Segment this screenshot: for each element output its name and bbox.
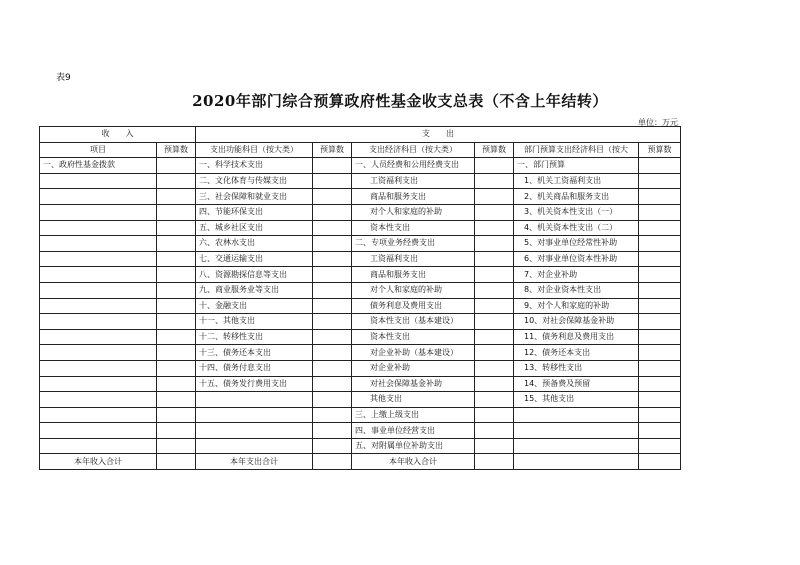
econ-item: 五、对附属单位补助支出	[352, 438, 475, 454]
econ-item: 对个人和家庭的补助	[352, 282, 475, 298]
econ-item: 其他支出	[352, 392, 475, 408]
totals-row	[40, 454, 681, 470]
dept-budget	[639, 376, 681, 392]
econ-item: 对企业补助	[352, 360, 475, 376]
dept-item: 14、预备费及预留	[514, 376, 639, 392]
econ-budget	[475, 345, 514, 361]
econ-budget	[475, 158, 514, 174]
income-total-value	[157, 454, 196, 470]
income-budget	[157, 298, 196, 314]
income-budget	[157, 392, 196, 408]
func-budget	[313, 438, 352, 454]
table-row	[40, 220, 681, 236]
income-budget	[157, 314, 196, 330]
func-item: 三、社会保障和就业支出	[196, 189, 313, 205]
dept-budget	[639, 438, 681, 454]
dept-budget	[639, 251, 681, 267]
document-title: 2020年部门综合预算政府性基金收支总表（不含上年结转）	[192, 92, 608, 110]
econ-item: 对企业补助（基本建设）	[352, 345, 475, 361]
table-row	[40, 158, 681, 174]
dept-item: 6、对事业单位资本性补助	[514, 251, 639, 267]
dept-budget	[639, 267, 681, 283]
table-row	[40, 173, 681, 189]
func-item: 六、农林水支出	[196, 236, 313, 252]
table-row	[40, 438, 681, 454]
header-row-2	[40, 142, 681, 158]
budget-header-3: 预算数	[475, 142, 514, 158]
func-item: 九、商业服务业等支出	[196, 282, 313, 298]
income-budget	[157, 423, 196, 439]
func-budget	[313, 360, 352, 376]
dept-budget	[639, 298, 681, 314]
func-budget	[313, 329, 352, 345]
table-row	[40, 236, 681, 252]
econ-item: 商品和服务支出	[352, 189, 475, 205]
func-budget	[313, 220, 352, 236]
econ-budget	[475, 407, 514, 423]
econ-budget	[475, 189, 514, 205]
dept-item: 15、其他支出	[514, 392, 639, 408]
func-budget	[313, 376, 352, 392]
dept-item: 8、对企业资本性支出	[514, 282, 639, 298]
dept-budget	[639, 173, 681, 189]
income-item	[40, 220, 157, 236]
income-budget	[157, 282, 196, 298]
income-budget	[157, 220, 196, 236]
dept-total-value	[639, 454, 681, 470]
func-item: 十一、其他支出	[196, 314, 313, 330]
table-row	[40, 298, 681, 314]
income-item	[40, 407, 157, 423]
income-item	[40, 360, 157, 376]
income-budget	[157, 345, 196, 361]
func-item: 一、科学技术支出	[196, 158, 313, 174]
table-row	[40, 376, 681, 392]
dept-item: 一、部门预算	[514, 158, 639, 174]
table-row	[40, 251, 681, 267]
income-item	[40, 236, 157, 252]
dept-budget	[639, 189, 681, 205]
income-budget	[157, 204, 196, 220]
dept-item	[514, 407, 639, 423]
econ-item: 工资福利支出	[352, 173, 475, 189]
dept-budget	[639, 345, 681, 361]
income-budget	[157, 251, 196, 267]
table-number: 表9	[56, 73, 71, 83]
dept-budget	[639, 314, 681, 330]
econ-item: 二、专项业务经费支出	[352, 236, 475, 252]
income-budget	[157, 376, 196, 392]
income-total-label-2: 本年收入合计	[352, 454, 475, 470]
table-row	[40, 345, 681, 361]
econ-item: 资本性支出	[352, 220, 475, 236]
income-item	[40, 189, 157, 205]
income-budget	[157, 173, 196, 189]
income-item	[40, 392, 157, 408]
func-item: 十、金融支出	[196, 298, 313, 314]
func-budget	[313, 204, 352, 220]
income-header: 收 入	[40, 127, 196, 143]
func-budget	[313, 314, 352, 330]
econ-budget	[475, 173, 514, 189]
func-budget	[313, 251, 352, 267]
income-item	[40, 314, 157, 330]
dept-budget	[639, 204, 681, 220]
func-budget	[313, 158, 352, 174]
table-row	[40, 329, 681, 345]
income-budget	[157, 407, 196, 423]
budget-header-4: 预算数	[639, 142, 681, 158]
unit-label: 单位：万元	[638, 118, 678, 127]
dept-item: 2、机关商品和服务支出	[514, 189, 639, 205]
income-budget	[157, 329, 196, 345]
income-item	[40, 298, 157, 314]
func-item: 七、交通运输支出	[196, 251, 313, 267]
table-row	[40, 267, 681, 283]
func-item: 十五、债务发行费用支出	[196, 376, 313, 392]
econ-budget	[475, 392, 514, 408]
table-row	[40, 204, 681, 220]
econ-item: 工资福利支出	[352, 251, 475, 267]
dept-budget	[639, 407, 681, 423]
econ-budget	[475, 251, 514, 267]
func-budget	[313, 407, 352, 423]
expense-total-value	[313, 454, 352, 470]
econ-budget	[475, 423, 514, 439]
dept-item	[514, 438, 639, 454]
income-item	[40, 438, 157, 454]
dept-budget	[639, 392, 681, 408]
econ-budget	[475, 298, 514, 314]
func-item: 五、城乡社区支出	[196, 220, 313, 236]
econ-item: 对个人和家庭的补助	[352, 204, 475, 220]
econ-budget	[475, 314, 514, 330]
dept-item: 5、对事业单位经常性补助	[514, 236, 639, 252]
econ-item: 三、上缴上级支出	[352, 407, 475, 423]
expenditure-header: 支 出	[196, 127, 681, 143]
table-row	[40, 189, 681, 205]
dept-item: 11、债务利息及费用支出	[514, 329, 639, 345]
func-item: 二、文化体育与传媒支出	[196, 173, 313, 189]
income-budget	[157, 267, 196, 283]
econ-budget	[475, 360, 514, 376]
func-budget	[313, 298, 352, 314]
func-budget	[313, 392, 352, 408]
income-budget	[157, 236, 196, 252]
table-body	[40, 127, 681, 470]
func-item: 四、节能环保支出	[196, 204, 313, 220]
dept-item: 13、转移性支出	[514, 360, 639, 376]
income-item	[40, 173, 157, 189]
func-item: 十四、债务付息支出	[196, 360, 313, 376]
income-item: 一、政府性基金拨款	[40, 158, 157, 174]
table-row	[40, 360, 681, 376]
income-total-label: 本年收入合计	[40, 454, 157, 470]
table-row	[40, 392, 681, 408]
func-budget	[313, 236, 352, 252]
econ-item: 债务利息及费用支出	[352, 298, 475, 314]
income-budget	[157, 438, 196, 454]
func-item: 十三、债务还本支出	[196, 345, 313, 361]
item-header: 项目	[40, 142, 157, 158]
econ-item: 四、事业单位经营支出	[352, 423, 475, 439]
income-budget	[157, 158, 196, 174]
econ-item: 一、人员经费和公用经费支出	[352, 158, 475, 174]
income-item	[40, 267, 157, 283]
dept-budget	[639, 282, 681, 298]
func-budget	[313, 267, 352, 283]
table-row	[40, 407, 681, 423]
func-item: 八、资源勘探信息等支出	[196, 267, 313, 283]
func-budget	[313, 345, 352, 361]
dept-item: 3、机关资本性支出（一）	[514, 204, 639, 220]
econ-budget	[475, 438, 514, 454]
econ-budget	[475, 267, 514, 283]
dept-budget	[639, 220, 681, 236]
expense-total-label: 本年支出合计	[196, 454, 313, 470]
dept-item: 10、对社会保障基金补助	[514, 314, 639, 330]
econ-budget	[475, 236, 514, 252]
func-budget	[313, 173, 352, 189]
income-budget	[157, 189, 196, 205]
econ-item: 资本性支出（基本建设）	[352, 314, 475, 330]
econ-budget	[475, 329, 514, 345]
func-item	[196, 392, 313, 408]
econ-budget	[475, 204, 514, 220]
dept-budget	[639, 158, 681, 174]
budget-header-1: 预算数	[157, 142, 196, 158]
budget-header-2: 预算数	[313, 142, 352, 158]
econ-budget	[475, 220, 514, 236]
dept-item: 1、机关工资福利支出	[514, 173, 639, 189]
dept-budget	[639, 423, 681, 439]
dept-econ-header: 部门预算支出经济科目（按大	[514, 142, 639, 158]
budget-table	[39, 126, 681, 470]
func-budget	[313, 189, 352, 205]
func-item	[196, 407, 313, 423]
income-item	[40, 282, 157, 298]
econ-item: 资本性支出	[352, 329, 475, 345]
econ-budget	[475, 282, 514, 298]
income-item	[40, 376, 157, 392]
econ-item: 对社会保障基金补助	[352, 376, 475, 392]
income-item	[40, 329, 157, 345]
func-item: 十二、转移性支出	[196, 329, 313, 345]
table-row	[40, 423, 681, 439]
dept-total-label	[514, 454, 639, 470]
dept-budget	[639, 360, 681, 376]
income-budget	[157, 360, 196, 376]
dept-item: 12、债务还本支出	[514, 345, 639, 361]
header-row-1	[40, 127, 681, 143]
income-item	[40, 251, 157, 267]
table-row	[40, 282, 681, 298]
dept-item: 4、机关资本性支出（二）	[514, 220, 639, 236]
dept-item	[514, 423, 639, 439]
dept-item: 9、对个人和家庭的补助	[514, 298, 639, 314]
func-item	[196, 438, 313, 454]
func-header: 支出功能科目（按大类）	[196, 142, 313, 158]
table-row	[40, 314, 681, 330]
income-item	[40, 423, 157, 439]
income-item	[40, 204, 157, 220]
func-item	[196, 423, 313, 439]
dept-item: 7、对企业补助	[514, 267, 639, 283]
dept-budget	[639, 236, 681, 252]
func-budget	[313, 423, 352, 439]
income-total-value-2	[475, 454, 514, 470]
econ-budget	[475, 376, 514, 392]
dept-budget	[639, 329, 681, 345]
income-item	[40, 345, 157, 361]
econ-header: 支出经济科目（按大类）	[352, 142, 475, 158]
econ-item: 商品和服务支出	[352, 267, 475, 283]
func-budget	[313, 282, 352, 298]
